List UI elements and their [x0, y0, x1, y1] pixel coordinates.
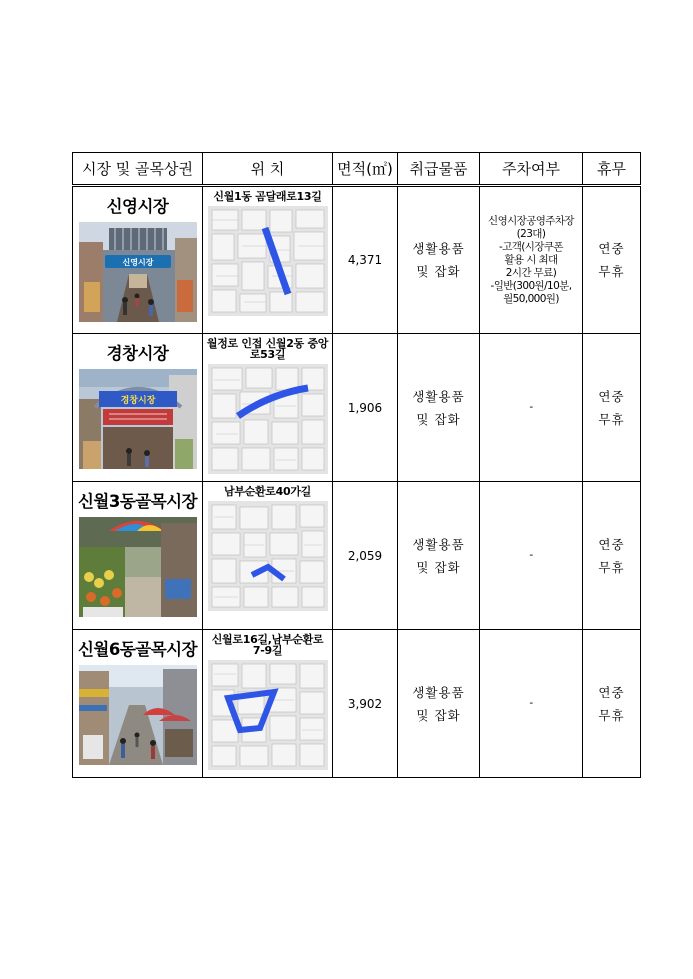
goods-cell — [398, 630, 480, 778]
goods-line: 생활용품 — [412, 684, 465, 700]
area-value: 3,902 — [333, 630, 398, 778]
goods-line: 생활용품 — [412, 241, 465, 256]
parking-line: - — [529, 549, 533, 561]
table-row — [73, 630, 641, 778]
market-cell — [73, 482, 203, 630]
location-map — [208, 364, 328, 474]
location-cell — [203, 482, 333, 630]
location-cell — [203, 334, 333, 482]
holiday-line: 연중 — [598, 388, 625, 404]
sign-text: 신영시장 — [122, 257, 153, 267]
market-name: 신월3동골목시장 — [77, 492, 198, 511]
goods-cell — [398, 482, 480, 630]
location-map — [208, 660, 328, 770]
goods-cell — [398, 186, 480, 334]
holiday-line: 무휴 — [598, 559, 625, 575]
parking-line: 신영시장공영주차장 — [488, 214, 574, 227]
parking-line: -고객(시장쿠폰 — [499, 240, 563, 253]
market-name: 신월6동골목시장 — [77, 640, 198, 659]
holiday-cell — [583, 186, 641, 334]
address: 신월로16길,남부순환로 7-9길 — [211, 633, 324, 657]
parking-line: 월50,000원) — [503, 292, 559, 305]
parking-line: - — [529, 697, 533, 709]
goods-line: 및 잡화 — [416, 264, 461, 279]
market-cell — [73, 334, 203, 482]
parking-line: 2시간 무료) — [505, 266, 557, 279]
address: 신월1동 곰달래로13길 — [213, 190, 322, 203]
market-name: 신영시장 — [106, 196, 169, 216]
address: 월정로 인접 신월2동 중앙로53길 — [206, 337, 329, 361]
parking-cell — [480, 482, 583, 630]
holiday-line: 연중 — [598, 241, 625, 256]
market-photo — [79, 369, 197, 469]
location-map — [208, 501, 328, 611]
parking-line: - — [529, 401, 533, 413]
table-row — [73, 186, 641, 334]
goods-line: 생활용품 — [412, 536, 465, 552]
parking-line: (23대) — [516, 227, 546, 240]
market-photo — [79, 222, 197, 322]
goods-line: 생활용품 — [412, 388, 465, 404]
goods-cell — [398, 334, 480, 482]
holiday-cell — [583, 482, 641, 630]
header-row — [73, 153, 641, 186]
location-cell — [203, 186, 333, 334]
holiday-cell — [583, 334, 641, 482]
parking-line: 활용 시 최대 — [504, 253, 558, 266]
market-cell — [73, 630, 203, 778]
market-photo — [79, 517, 197, 617]
header-goods: 취급물품 — [398, 153, 480, 186]
table-row — [73, 482, 641, 630]
header-parking: 주차여부 — [480, 153, 583, 186]
header-market: 시장 및 골목상권 — [73, 153, 203, 186]
parking-cell — [480, 630, 583, 778]
goods-line: 및 잡화 — [416, 707, 461, 723]
header-holiday: 휴무 — [583, 153, 641, 186]
parking-cell — [480, 186, 583, 334]
address: 남부순환로40가길 — [224, 485, 311, 498]
area-value: 4,371 — [333, 186, 398, 334]
table-row — [73, 334, 641, 482]
market-photo — [79, 665, 197, 765]
market-table — [72, 152, 641, 778]
market-name: 경창시장 — [106, 344, 169, 363]
parking-line: -일반(300원/10분, — [490, 279, 572, 292]
market-cell — [73, 186, 203, 334]
goods-line: 및 잡화 — [416, 559, 461, 575]
holiday-line: 무휴 — [598, 411, 625, 427]
area-value: 2,059 — [333, 482, 398, 630]
header-area: 면적(㎡) — [333, 153, 398, 186]
area-value: 1,906 — [333, 334, 398, 482]
holiday-line: 연중 — [598, 684, 625, 700]
holiday-cell — [583, 630, 641, 778]
sign-text: 경창시장 — [120, 396, 155, 406]
holiday-line: 무휴 — [598, 707, 625, 723]
goods-line: 및 잡화 — [416, 411, 461, 427]
holiday-line: 무휴 — [598, 264, 625, 279]
parking-cell — [480, 334, 583, 482]
location-cell — [203, 630, 333, 778]
holiday-line: 연중 — [598, 536, 625, 552]
header-location: 위 치 — [203, 153, 333, 186]
location-map — [208, 206, 328, 316]
